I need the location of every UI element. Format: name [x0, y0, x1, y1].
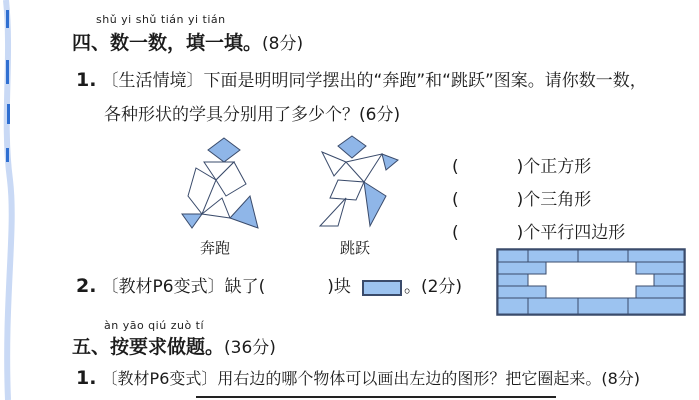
answer-parallelogram-row — [452, 218, 625, 243]
q5-1-text: 〔教材P6变式〕用右边的哪个物体可以画出左边的图形？把它圈起来。(8分) — [101, 369, 641, 388]
answer-square-row — [452, 152, 591, 177]
section5-pinyin: àn yāo qiú zuò tí — [104, 319, 205, 332]
answer-square-open: ( — [452, 157, 459, 177]
q1-number: 1. — [76, 69, 97, 91]
section4-score: (8分) — [262, 34, 304, 54]
section5-heading — [72, 332, 276, 359]
q1-line1-row — [76, 66, 647, 91]
answer-parallelogram-label: )个平行四边形 — [516, 223, 626, 243]
q1-line2: 各种形状的学具分别用了多少个？(6分) — [104, 105, 401, 125]
jumping-label: 跳跃 — [340, 239, 371, 257]
answer-triangle-label: )个三角形 — [516, 190, 592, 210]
running-tangram-figure — [178, 136, 268, 236]
q5-1-number: 1. — [76, 367, 97, 389]
section5-title: 五、按要求做题。 — [72, 336, 225, 358]
q2-score: 。(2分) — [403, 277, 463, 297]
answer-triangle-open: ( — [452, 190, 459, 210]
jumping-tangram-figure — [316, 134, 416, 234]
brick-wall-figure — [496, 248, 686, 316]
brick-icon — [362, 280, 402, 296]
q2-text: 〔教材P6变式〕缺了( — [101, 277, 266, 297]
bottom-rule — [196, 396, 556, 398]
answer-triangle-row — [452, 185, 591, 210]
running-label: 奔跑 — [200, 239, 231, 257]
q2-number: 2. — [76, 275, 97, 297]
section4-title: 四、数一数，填一填。 — [72, 32, 263, 54]
q5-1-row — [76, 366, 640, 389]
section5-score: (36分) — [224, 338, 276, 358]
answer-parallelogram-open: ( — [452, 223, 459, 243]
q2-row — [76, 272, 462, 297]
page-edge-decoration — [0, 0, 22, 400]
q1-line1: 〔生活情境〕下面是明明同学摆出的“奔跑”和“跳跃”图案。请你数一数， — [101, 71, 647, 91]
section4-heading — [72, 28, 303, 55]
answer-square-label: )个正方形 — [516, 157, 592, 177]
section4-pinyin: shǔ yi shǔ tián yi tián — [96, 13, 226, 26]
q2-after-blank: )块 — [327, 277, 351, 297]
